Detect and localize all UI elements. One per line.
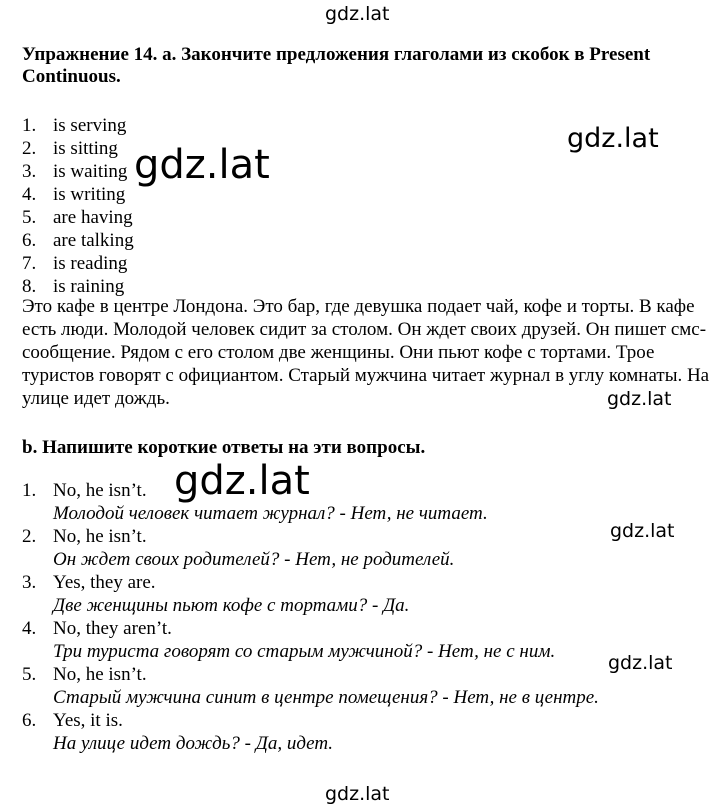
list-item [22, 183, 134, 206]
item-number: 3. [22, 572, 37, 593]
item-text: is sitting [53, 138, 118, 159]
list-item [22, 479, 599, 525]
item-number: 2. [22, 138, 37, 159]
item-number: 4. [22, 618, 37, 639]
item-number: 4. [22, 184, 37, 205]
list-item [22, 206, 134, 229]
item-text: are talking [53, 230, 134, 251]
watermark: gdz.lat [567, 123, 659, 154]
short-answer: No, he isn’t. [53, 664, 147, 685]
item-number: 6. [22, 710, 37, 731]
question-translation: Молодой человек читает журнал? - Нет, не читает. [53, 503, 488, 524]
exercise-title: Упражнение 14. a. Закончите предложения глаголами из скобок в Present Continuous. [22, 44, 651, 87]
watermark: gdz.lat [174, 458, 310, 504]
item-number: 5. [22, 207, 37, 228]
watermark: gdz.lat [325, 783, 390, 805]
part-b-title: b. Напишите короткие ответы на эти вопросы. [22, 437, 426, 458]
answers-list-b [22, 479, 599, 755]
list-item [22, 709, 599, 755]
question-translation: Три туриста говорят со старым мужчиной? - Нет, не с ним. [53, 641, 556, 662]
short-answer: No, they aren’t. [53, 618, 172, 639]
watermark: gdz.lat [608, 652, 673, 674]
item-number: 2. [22, 526, 37, 547]
list-item [22, 617, 599, 663]
short-answer: Yes, it is. [53, 710, 123, 731]
list-item [22, 229, 134, 252]
item-text: is raining [53, 276, 125, 297]
item-number: 3. [22, 161, 37, 182]
item-text: is reading [53, 253, 128, 274]
item-number: 6. [22, 230, 37, 251]
list-item [22, 114, 134, 137]
item-number: 8. [22, 276, 37, 297]
item-text: are having [53, 207, 133, 228]
watermark: gdz.lat [607, 388, 672, 410]
list-item [22, 571, 599, 617]
item-text: is waiting [53, 161, 128, 182]
watermark: gdz.lat [610, 520, 675, 542]
question-translation: Две женщины пьют кофе с тортами? - Да. [53, 595, 410, 616]
item-number: 1. [22, 480, 37, 501]
short-answer: No, he isn’t. [53, 526, 147, 547]
question-translation: Он ждет своих родителей? - Нет, не родителей. [53, 549, 455, 570]
item-number: 1. [22, 115, 37, 136]
question-translation: На улице идет дождь? - Да, идет. [53, 733, 334, 754]
watermark: gdz.lat [325, 3, 390, 25]
list-item [22, 160, 134, 183]
answers-list-a [22, 114, 134, 298]
watermark: gdz.lat [134, 142, 270, 188]
item-number: 7. [22, 253, 37, 274]
list-item [22, 137, 134, 160]
list-item [22, 525, 599, 571]
list-item [22, 252, 134, 275]
short-answer: Yes, they are. [53, 572, 156, 593]
list-item [22, 663, 599, 709]
translation-paragraph: Это кафе в центре Лондона. Это бар, где девушка подает чай, кофе и торты. В кафе есть люди. Молодой человек сидит за столом. Он ждет своих друзей. Он пишет смс-сообщение. Рядом с его столом две женщины. Они пьют кофе с тортами. Трое туристов говорят с официантом. Старый мужчина читает журнал в углу комнаты. На улице идет дождь. [22, 296, 710, 409]
short-answer: No, he isn’t. [53, 480, 147, 501]
item-number: 5. [22, 664, 37, 685]
item-text: is serving [53, 115, 127, 136]
question-translation: Старый мужчина синит в центре помещения? - Нет, не в центре. [53, 687, 599, 708]
item-text: is writing [53, 184, 126, 205]
